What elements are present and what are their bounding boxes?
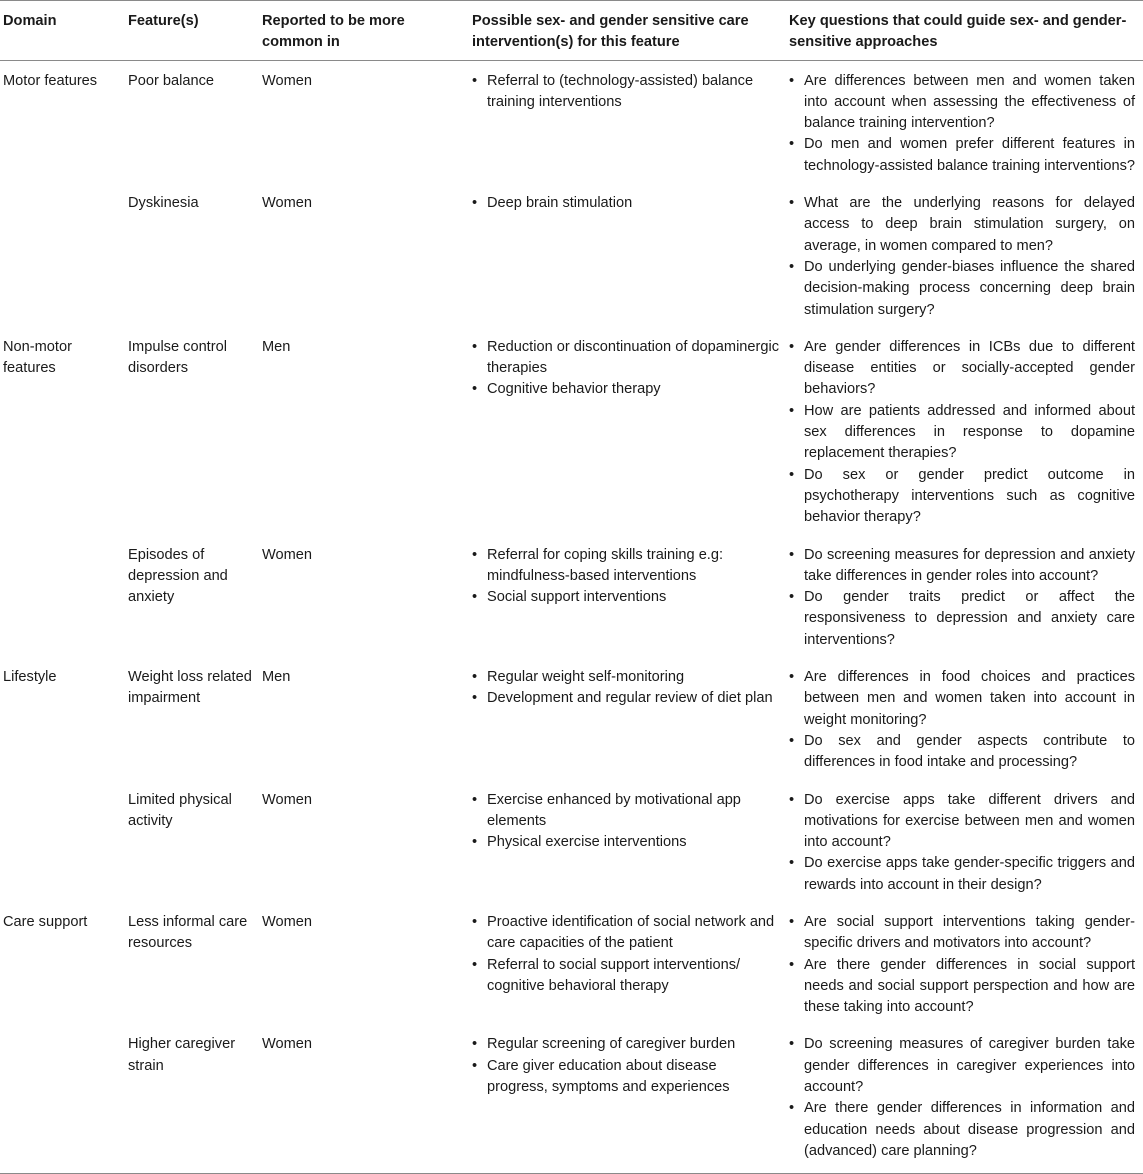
feature-cell: Episodes of depression and anxiety <box>128 546 228 606</box>
interventions-cell <box>472 535 789 657</box>
intervention-item: • Physical exercise interventions <box>472 832 781 853</box>
feature-cell: Less informal care resources <box>128 913 248 952</box>
question-item: • Do gender traits predict or affect the responsiveness to depression and anxiety care interventions? <box>789 587 1135 651</box>
common-in-cell: Women <box>262 546 313 563</box>
table-row <box>0 327 1143 535</box>
questions-cell <box>789 780 1143 902</box>
header-domain: Domain <box>0 1 128 61</box>
common-in-cell: Women <box>262 1024 472 1173</box>
header-features: Feature(s) <box>128 1 262 61</box>
table-row <box>0 780 1143 902</box>
table-row <box>0 535 1143 657</box>
interventions-cell <box>472 902 789 1024</box>
common-in-cell: Women <box>262 791 313 808</box>
question-item: • Are differences between men and women taken into account when assessing the effectiveness of balance training intervention? <box>789 71 1135 135</box>
question-item: • Are differences in food choices and practices between men and women taken into account in weight monitoring? <box>789 667 1135 731</box>
question-item: • Do men and women prefer different features in technology-assisted balance training interventions? <box>789 134 1135 177</box>
header-more-common-in: Reported to be more common in <box>262 1 472 61</box>
questions-cell <box>789 60 1143 183</box>
intervention-item: • Reduction or discontinuation of dopaminergic therapies <box>472 337 781 380</box>
interventions-cell <box>472 657 789 779</box>
question-item: • Do underlying gender-biases influence the shared decision-making process concerning deep brain stimulation surgery? <box>789 257 1135 321</box>
domain-cell: Motor features <box>3 72 98 89</box>
domain-cell: Lifestyle <box>3 669 57 686</box>
intervention-item: • Care giver education about disease progress, symptoms and experiences <box>472 1056 781 1099</box>
domain-cell: Care support <box>3 913 88 930</box>
intervention-item: • Cognitive behavior therapy <box>472 379 781 400</box>
feature-cell: Higher caregiver strain <box>128 1024 262 1173</box>
header-interventions: Possible sex- and gender sensitive care intervention(s) for this feature <box>472 1 789 61</box>
question-item: • Are gender differences in ICBs due to different disease entities or socially-accepted gender behaviors? <box>789 337 1135 401</box>
question-item: • Are there gender differences in information and education needs about disease progression and (advanced) care planning? <box>789 1098 1135 1162</box>
interventions-cell <box>472 1024 789 1173</box>
question-item: • How are patients addressed and informed about sex differences in response to dopamine replacement therapies? <box>789 401 1135 465</box>
common-in-cell: Men <box>262 669 291 686</box>
intervention-item: • Regular weight self-monitoring <box>472 667 781 688</box>
intervention-item: • Social support interventions <box>472 587 781 608</box>
table-row <box>0 183 1143 327</box>
domain-cell <box>0 183 128 327</box>
common-in-cell: Men <box>262 338 291 355</box>
question-item: • Are social support interventions taking gender-specific drivers and motivators into account? <box>789 912 1135 955</box>
common-in-cell: Women <box>262 913 313 930</box>
table-row <box>0 657 1143 779</box>
intervention-item: • Referral for coping skills training e.g: mindfulness-based interventions <box>472 545 781 588</box>
question-item: • What are the underlying reasons for delayed access to deep brain stimulation surgery, on average, in women compared to men? <box>789 193 1135 257</box>
question-item: • Do exercise apps take gender-specific triggers and rewards into account in their design? <box>789 853 1135 896</box>
intervention-item: • Regular screening of caregiver burden <box>472 1034 781 1055</box>
domain-cell <box>0 535 128 657</box>
questions-cell <box>789 1024 1143 1173</box>
questions-cell <box>789 902 1143 1024</box>
intervention-item: • Proactive identification of social network and care capacities of the patient <box>472 912 781 955</box>
question-item: • Do screening measures of caregiver burden take gender differences in caregiver experiences into account? <box>789 1034 1135 1098</box>
common-in-cell: Women <box>262 72 313 89</box>
intervention-item: • Exercise enhanced by motivational app elements <box>472 790 781 833</box>
intervention-item: • Development and regular review of diet plan <box>472 688 781 709</box>
table-row <box>0 60 1143 183</box>
question-item: • Do screening measures for depression and anxiety take differences in gender roles into account? <box>789 545 1135 588</box>
questions-cell <box>789 535 1143 657</box>
feature-cell: Poor balance <box>128 72 215 89</box>
interventions-cell <box>472 780 789 902</box>
intervention-item: • Referral to (technology-assisted) balance training interventions <box>472 71 781 114</box>
domain-cell <box>0 1024 128 1173</box>
question-item: • Do sex and gender aspects contribute to differences in food intake and processing? <box>789 731 1135 774</box>
intervention-item: • Deep brain stimulation <box>472 193 781 214</box>
feature-cell: Impulse control disorders <box>128 338 227 377</box>
header-row <box>0 1 1143 61</box>
intervention-item: • Referral to social support interventions/ cognitive behavioral therapy <box>472 955 781 998</box>
question-item: • Are there gender differences in social support needs and social support perspection and how are these taking into account? <box>789 955 1135 1019</box>
interventions-cell <box>472 327 789 535</box>
questions-cell <box>789 327 1143 535</box>
feature-cell: Limited physical activity <box>128 791 232 829</box>
domain-cell <box>0 780 128 902</box>
question-item: • Do sex or gender predict outcome in psychotherapy interventions such as cognitive behavior therapy? <box>789 465 1135 529</box>
interventions-cell <box>472 60 789 183</box>
domain-cell: Non-motor features <box>3 338 72 377</box>
interventions-cell <box>472 183 789 327</box>
table-row <box>0 902 1143 1024</box>
questions-cell <box>789 183 1143 327</box>
question-item: • Do exercise apps take different drivers and motivations for exercise between men and women into account? <box>789 790 1135 854</box>
header-key-questions: Key questions that could guide sex- and gender-sensitive approaches <box>789 1 1143 61</box>
questions-cell <box>789 657 1143 779</box>
common-in-cell: Women <box>262 195 313 212</box>
table-row <box>0 1024 1143 1173</box>
feature-cell: Weight loss related impairment <box>128 669 252 707</box>
feature-cell: Dyskinesia <box>128 195 199 212</box>
